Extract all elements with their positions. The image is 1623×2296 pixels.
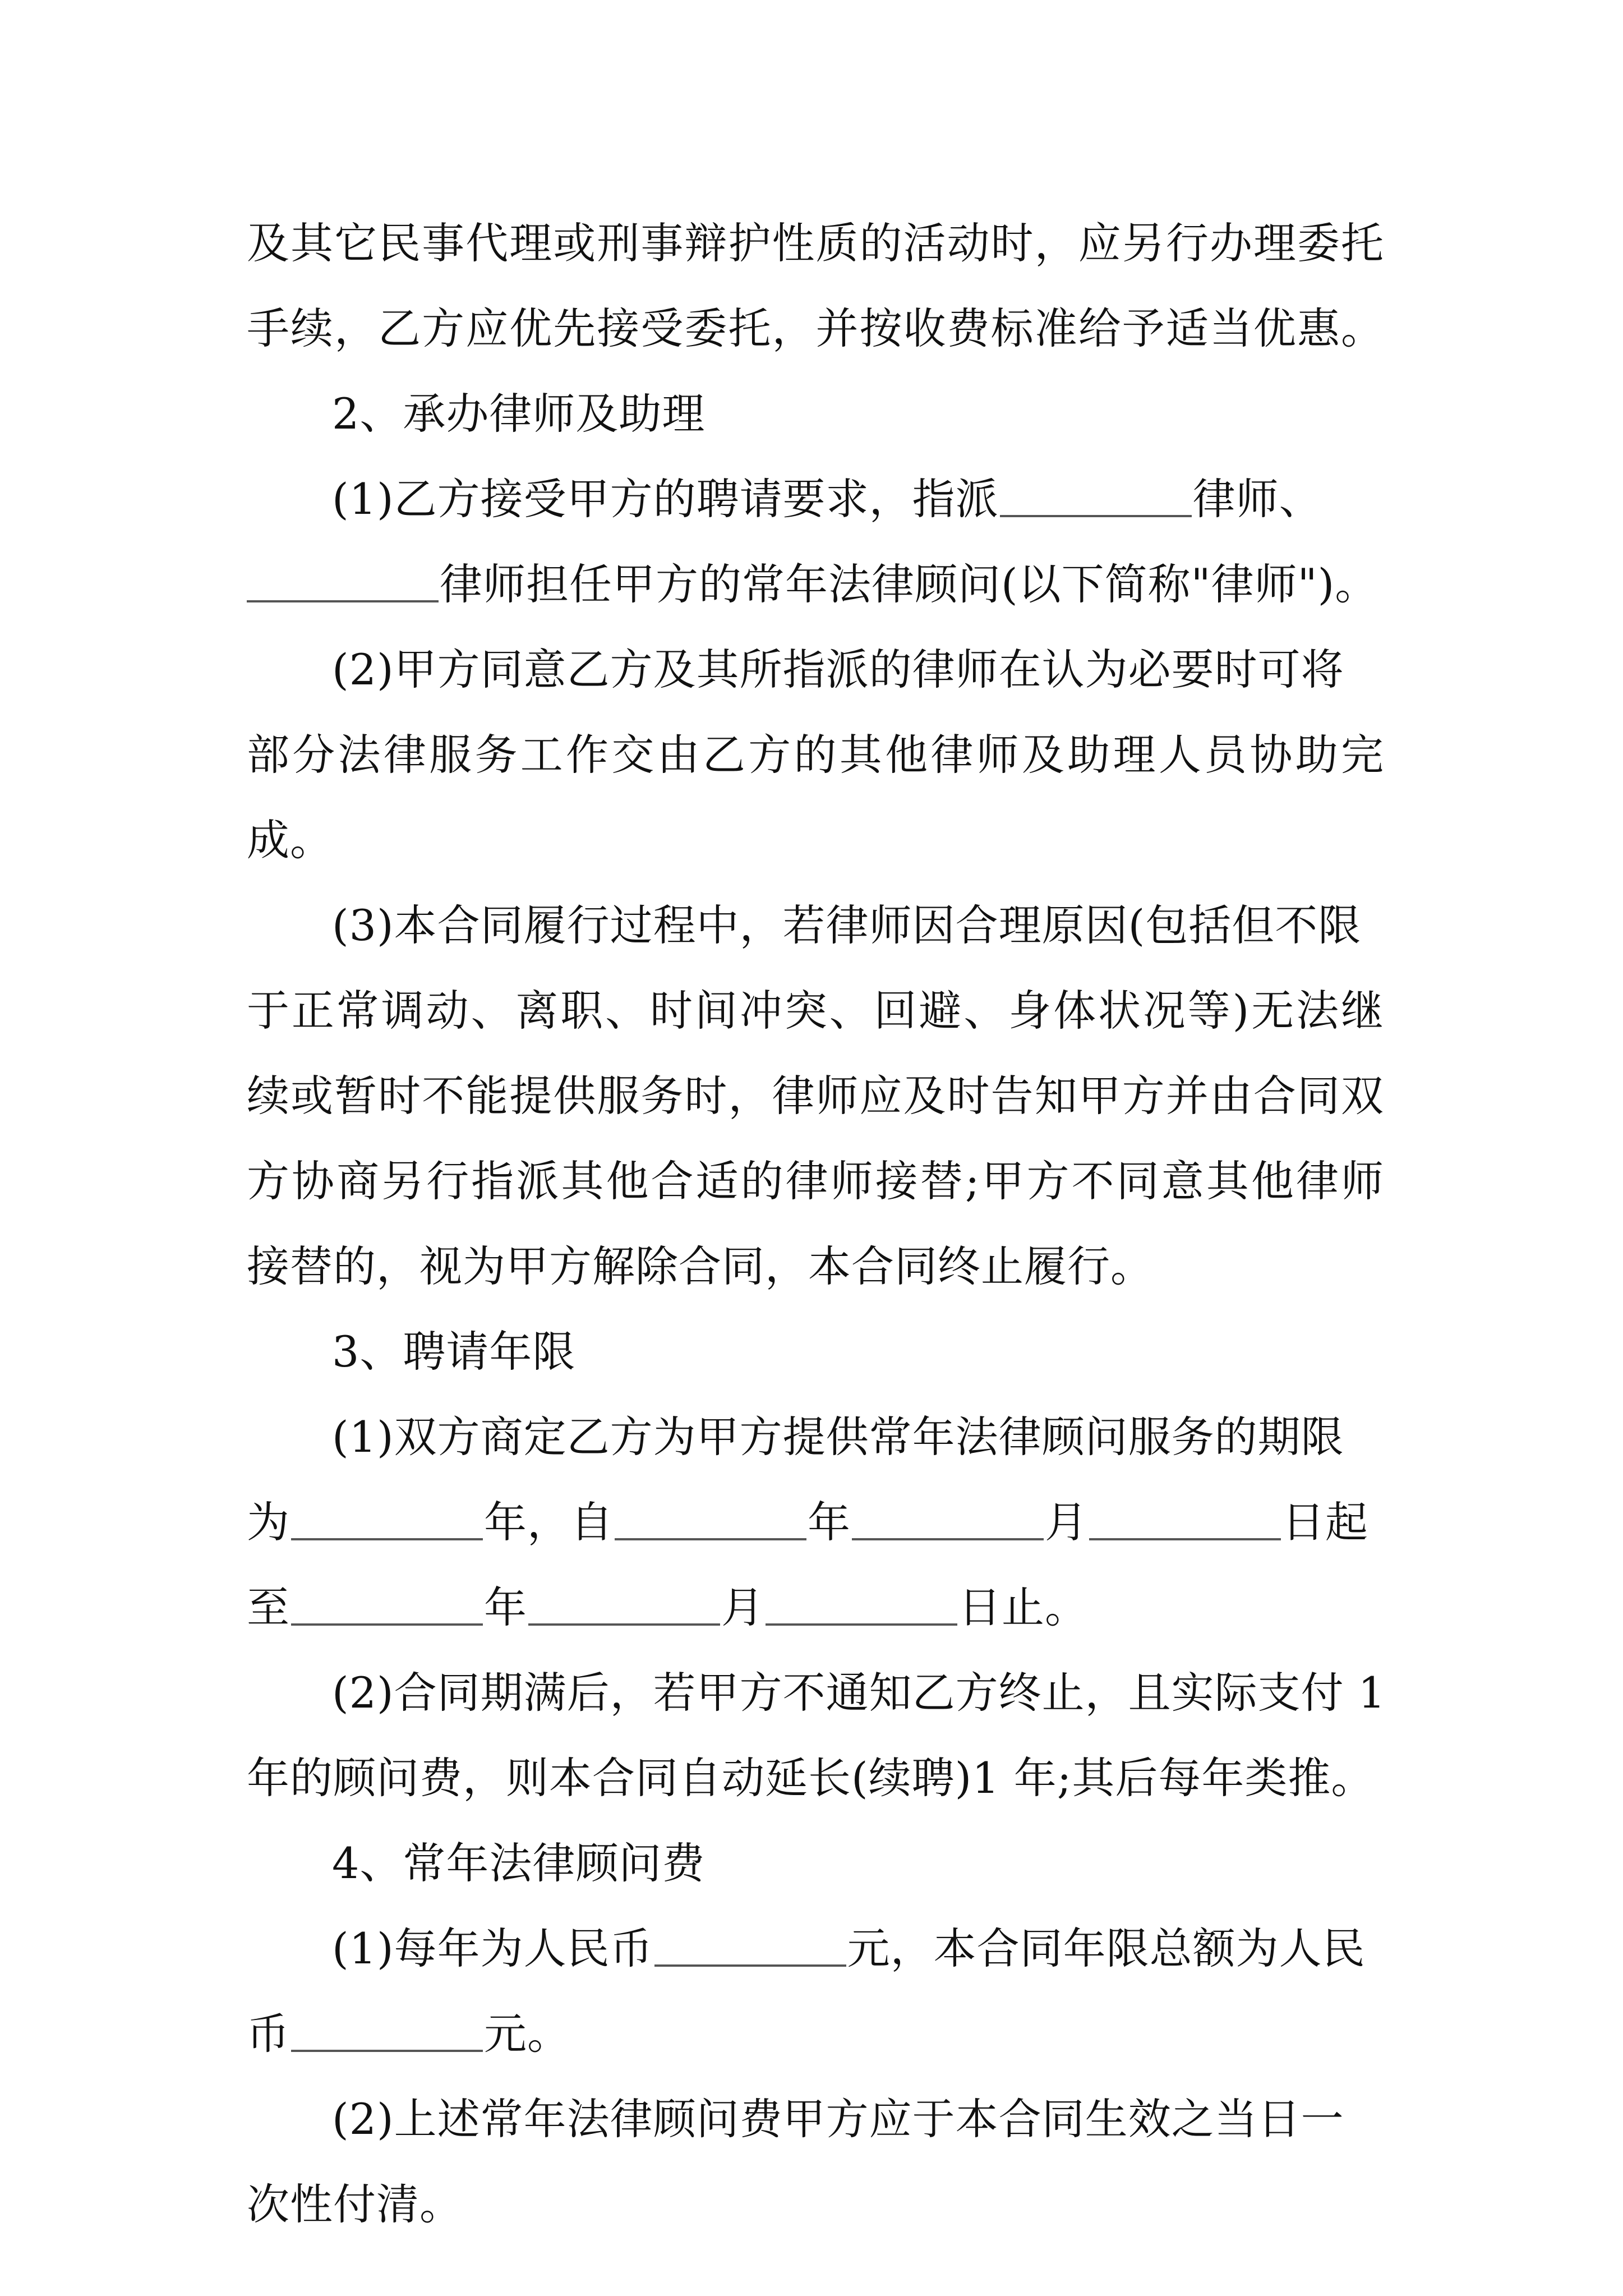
fill-in-blank[interactable]: [291, 1623, 483, 1626]
fill-in-blank[interactable]: [291, 1538, 483, 1540]
text-span: 元。: [484, 2009, 570, 2059]
text-span: 日止。: [958, 1582, 1088, 1632]
paragraph-line: [247, 1906, 1384, 1991]
text-span: 元，本合同年限总额为人民: [847, 1924, 1366, 1973]
text-span: 续或暂时不能提供服务时，律师应及时告知甲方并由合同双: [247, 1071, 1384, 1121]
fill-in-blank[interactable]: [766, 1623, 957, 1626]
text-span: 月: [721, 1582, 764, 1632]
paragraph-line: [247, 542, 1384, 627]
text-span: 年: [808, 1497, 851, 1547]
paragraph-line: [247, 883, 1384, 968]
text-span: 日起: [1282, 1497, 1368, 1547]
text-span: 部分法律服务工作交由乙方的其他律师及助理人员协助完: [247, 730, 1384, 780]
fill-in-blank[interactable]: [1089, 1538, 1281, 1540]
paragraph-line: [247, 1395, 1384, 1480]
paragraph-line: [247, 286, 1384, 371]
text-span: (2)合同期满后，若甲方不通知乙方终止，且实际支付 1: [332, 1668, 1386, 1718]
paragraph-line: [247, 798, 1384, 883]
text-span: 及其它民事代理或刑事辩护性质的活动时，应另行办理委托: [247, 218, 1384, 268]
section-heading: [247, 1821, 1384, 1906]
paragraph-line: [247, 968, 1384, 1053]
paragraph-line: [247, 1650, 1384, 1736]
paragraph-line: [247, 1139, 1384, 1224]
paragraph-line: [247, 201, 1384, 286]
paragraph-line: [247, 1736, 1384, 1821]
text-span: 律师、: [1192, 474, 1322, 524]
paragraph-line: [247, 457, 1384, 542]
heading-text: 3、聘请年限: [332, 1327, 576, 1377]
paragraph-line: [247, 1991, 1384, 2077]
text-span: 次性付清。: [247, 2179, 463, 2229]
fill-in-blank[interactable]: [654, 1964, 846, 1967]
section-heading: [247, 371, 1384, 457]
text-span: 于正常调动、离职、时间冲突、回避、身体状况等)无法继: [247, 986, 1384, 1036]
fill-in-blank[interactable]: [291, 2049, 483, 2052]
text-span: (3)本合同履行过程中，若律师因合理原因(包括但不限: [332, 900, 1362, 950]
paragraph-line: [247, 2162, 1384, 2247]
paragraph-line: [247, 1565, 1384, 1650]
heading-text: 4、常年法律顾问费: [332, 1838, 706, 1888]
text-span: (2)甲方同意乙方及其所指派的律师在认为必要时可将: [332, 645, 1344, 694]
text-span: 年，自: [484, 1497, 614, 1547]
text-span: 手续，乙方应优先接受委托，并按收费标准给予适当优惠。: [247, 303, 1384, 353]
fill-in-blank[interactable]: [852, 1538, 1044, 1540]
heading-text: 2、承办律师及助理: [332, 389, 706, 439]
text-span: 年: [484, 1582, 527, 1632]
text-span: 接替的，视为甲方解除合同，本合同终止履行。: [247, 1241, 1154, 1291]
document-body: [247, 201, 1384, 2247]
paragraph-line: [247, 712, 1384, 798]
text-span: 方协商另行指派其他合适的律师接替;甲方不同意其他律师: [247, 1156, 1384, 1206]
fill-in-blank[interactable]: [247, 600, 439, 602]
paragraph-line: [247, 1053, 1384, 1139]
text-span: (1)每年为人民币: [332, 1924, 653, 1973]
paragraph-line: [247, 1224, 1384, 1309]
text-span: (2)上述常年法律顾问费甲方应于本合同生效之当日一: [332, 2094, 1344, 2144]
text-span: (1)乙方接受甲方的聘请要求，指派: [332, 474, 999, 524]
paragraph-line: [247, 1480, 1384, 1565]
text-span: 月: [1045, 1497, 1088, 1547]
text-span: 至: [247, 1582, 290, 1632]
paragraph-line: [247, 2077, 1384, 2162]
fill-in-blank[interactable]: [1000, 514, 1192, 517]
section-heading: [247, 1309, 1384, 1395]
fill-in-blank[interactable]: [615, 1538, 806, 1540]
text-span: 年的顾问费，则本合同自动延长(续聘)1 年;其后每年类推。: [247, 1753, 1375, 1803]
text-span: (1)双方商定乙方为甲方提供常年法律顾问服务的期限: [332, 1412, 1344, 1462]
text-span: 为: [247, 1497, 290, 1547]
text-span: 成。: [247, 815, 333, 865]
fill-in-blank[interactable]: [528, 1623, 720, 1626]
text-span: 币: [247, 2009, 290, 2059]
text-span: 律师担任甲方的常年法律顾问(以下简称"律师")。: [440, 559, 1378, 609]
paragraph-line: [247, 627, 1384, 712]
